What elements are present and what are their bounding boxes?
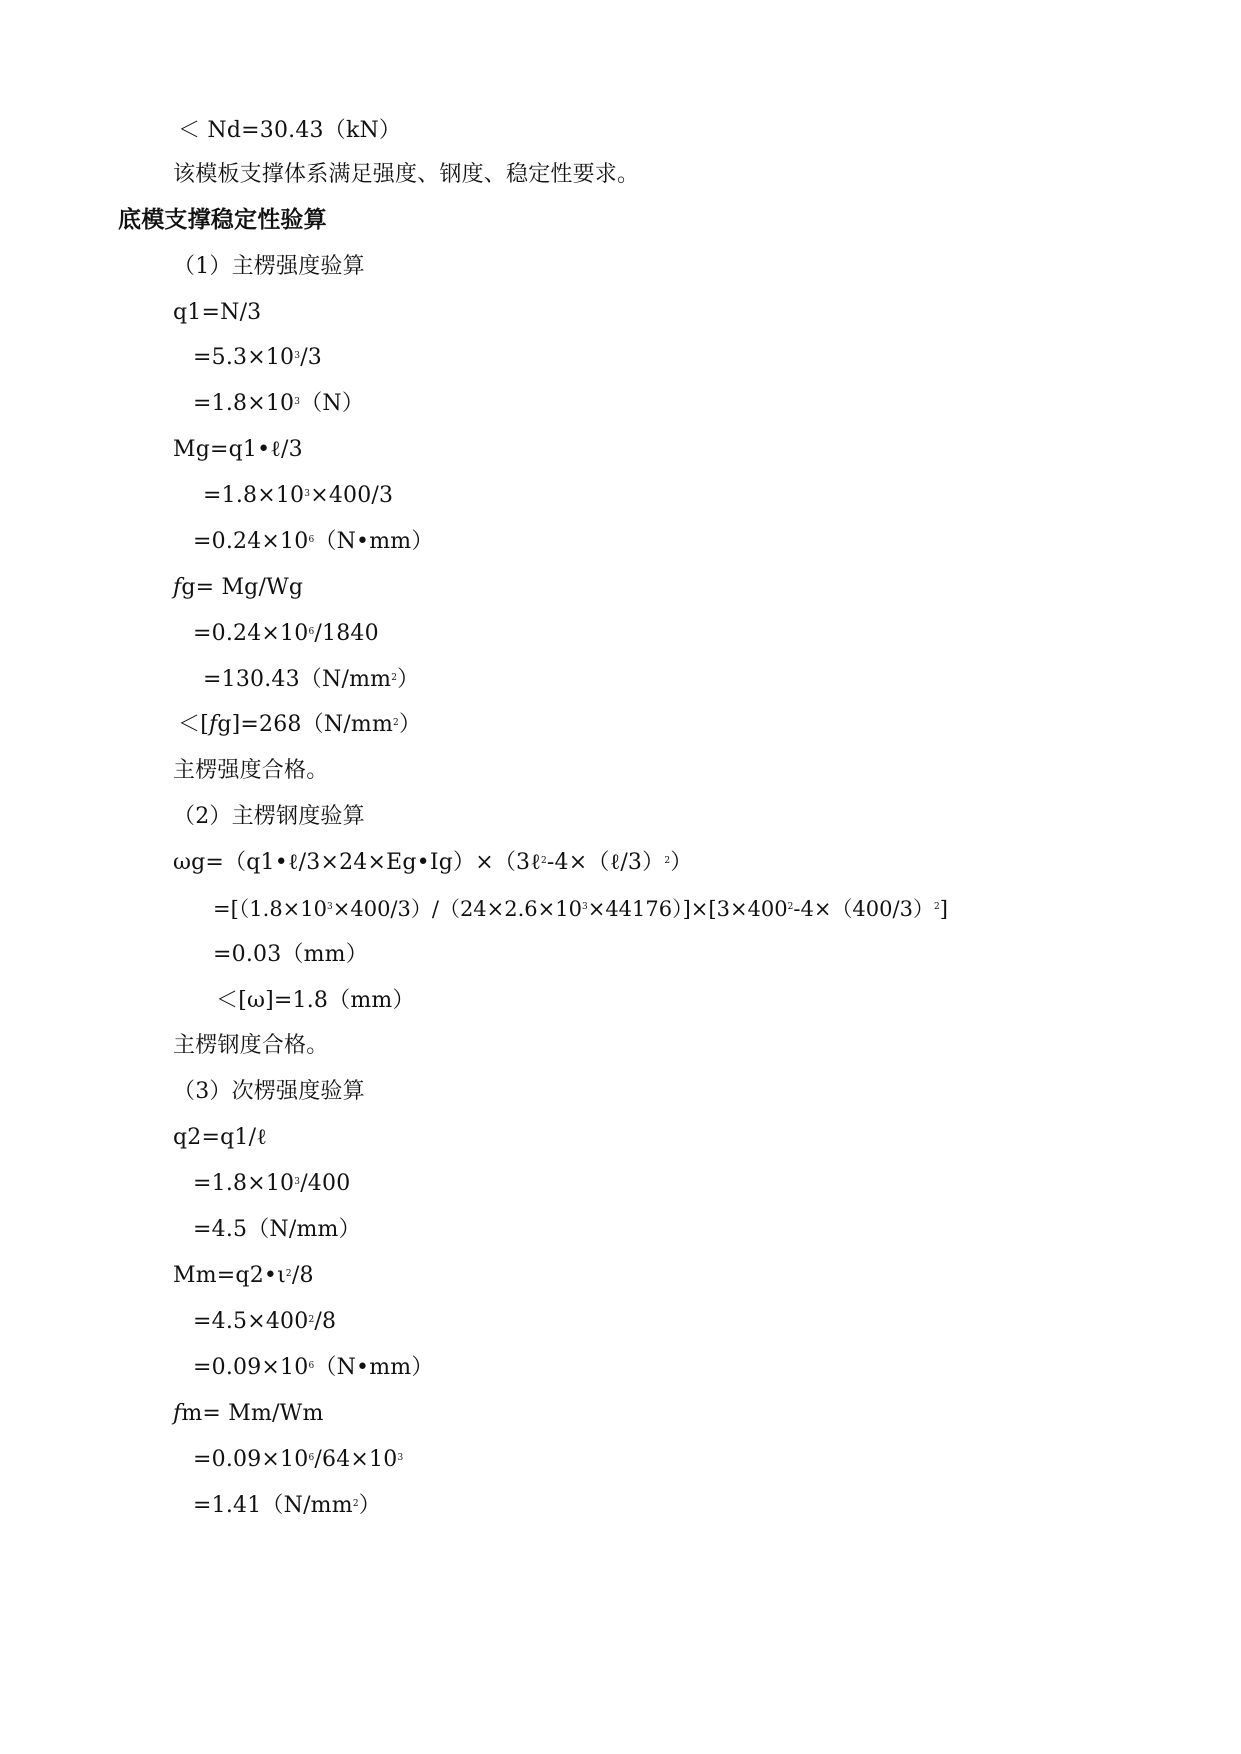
q2-result: =4.5（N/mm） xyxy=(193,1217,361,1242)
omega-limit: ＜[ω]=1.8（mm） xyxy=(216,988,415,1013)
fm-result: $=1.41(N/mm^2)$ xyxy=(193,1493,381,1518)
omega-calculation: $=[(1.8\times 10^3\times 400/3)/(24\times 2.6\times 10^3\times 44176)]\times[3\times 400^2-4\times(400/3)^2]$ xyxy=(213,897,948,921)
q1-calculation: $=5.3\times 10^3/3$ xyxy=(193,345,322,370)
mm-result: $=0.09\times 10^6(N•mm)$ xyxy=(193,1355,434,1380)
fg-limit: $<[fg]=268(N/mm^2)$ xyxy=(178,712,422,737)
q1-result: $=1.8\times 10^3(N)$ xyxy=(193,391,365,416)
fg-calculation: $=0.24\times 10^6/1840$ xyxy=(193,621,379,646)
section-title: 底模支撑稳定性验算 xyxy=(118,207,327,233)
main-strength-pass: 主楞强度合格。 xyxy=(173,758,329,783)
fg-result: $=130.43(N/mm^2)$ xyxy=(203,667,420,692)
main-stiffness-title: （2）主楞钢度验算 xyxy=(173,804,365,829)
q2-calculation: $=1.8\times 10^3/400$ xyxy=(193,1171,351,1196)
mg-result: $=0.24\times 10^6(N•mm)$ xyxy=(193,529,434,554)
main-strength-title: （1）主楞强度验算 xyxy=(173,254,365,279)
mg-calculation: $=1.8\times 10^3\times 400/3$ xyxy=(203,483,394,508)
q2-definition: q2=q1/ℓ xyxy=(173,1125,267,1150)
conclusion-text: 该模板支撑体系满足强度、钢度、稳定性要求。 xyxy=(173,162,640,187)
main-stiffness-pass: 主楞钢度合格。 xyxy=(173,1033,329,1058)
omega-result: =0.03（mm） xyxy=(213,942,368,967)
fm-definition: fm= Mm/Wm xyxy=(173,1401,324,1426)
q1-definition: q1=N/3 xyxy=(173,300,262,325)
secondary-strength-title: （3）次楞强度验算 xyxy=(173,1079,365,1104)
nd-comparison-line: ＜ Nd=30.43（kN） xyxy=(178,118,402,143)
mg-definition: Mg=q1•ℓ/3 xyxy=(173,437,303,462)
omega-definition: ωg=（q1•ℓ/3×24×Eg•Ig）×（3ℓ$^2$-4×（ℓ/3）$^2$） xyxy=(173,850,693,875)
fg-definition: fg= Mg/Wg xyxy=(173,575,304,600)
fm-calculation: $=0.09\times 10^6/64\times 10^3$ xyxy=(193,1447,404,1472)
mm-calculation: $=4.5\times 400^2/8$ xyxy=(193,1309,337,1334)
mm-definition: $Mm=q2•\iota^2/8$ xyxy=(173,1263,314,1288)
